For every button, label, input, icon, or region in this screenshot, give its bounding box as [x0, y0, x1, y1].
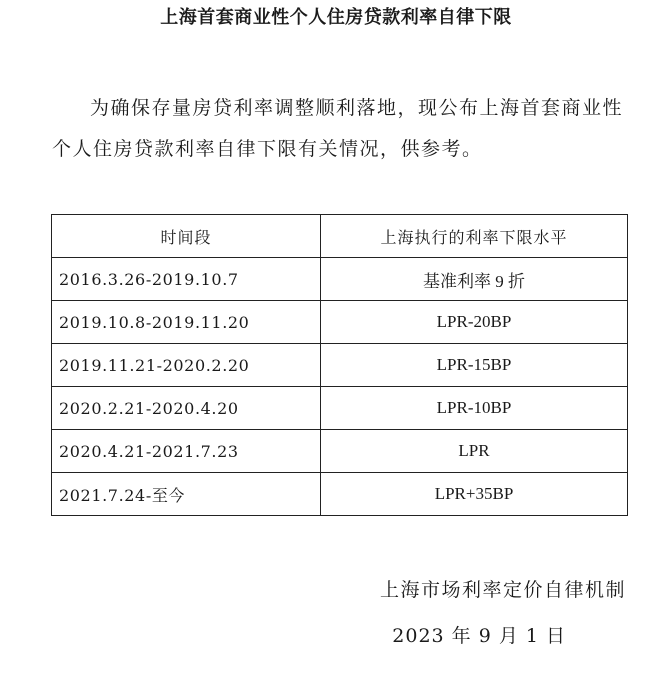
period-cell: 2021.7.24-至今	[52, 473, 321, 516]
table-row	[52, 430, 628, 473]
rate-cell: LPR	[321, 430, 628, 473]
document-title: 上海首套商业性个人住房贷款利率自律下限	[160, 7, 512, 28]
table-header-row	[52, 215, 628, 258]
table-row	[52, 473, 628, 516]
issue-date: 2023 年 9 月 1 日	[392, 625, 566, 647]
period-cell: 2016.3.26-2019.10.7	[52, 258, 321, 301]
rate-cell: LPR-15BP	[321, 344, 628, 387]
issuer-signature: 上海市场利率定价自律机制	[379, 579, 626, 601]
period-cell: 2020.2.21-2020.4.20	[52, 387, 321, 430]
rate-cell: 基准利率 9 折	[321, 258, 628, 301]
rate-cell: LPR-10BP	[321, 387, 628, 430]
period-cell: 2019.11.21-2020.2.20	[52, 344, 321, 387]
header-rate-floor: 上海执行的利率下限水平	[321, 215, 628, 258]
header-period: 时间段	[52, 215, 321, 258]
rate-floor-table	[51, 214, 628, 516]
table-row	[52, 301, 628, 344]
table-row	[52, 258, 628, 301]
table-row	[52, 344, 628, 387]
period-cell: 2019.10.8-2019.11.20	[52, 301, 321, 344]
table-row	[52, 387, 628, 430]
intro-paragraph: 为确保存量房贷利率调整顺利落地，现公布上海首套商业性个人住房贷款利率自律下限有关情况，供参考。	[52, 97, 624, 160]
period-cell: 2020.4.21-2021.7.23	[52, 430, 321, 473]
rate-cell: LPR+35BP	[321, 473, 628, 516]
rate-cell: LPR-20BP	[321, 301, 628, 344]
